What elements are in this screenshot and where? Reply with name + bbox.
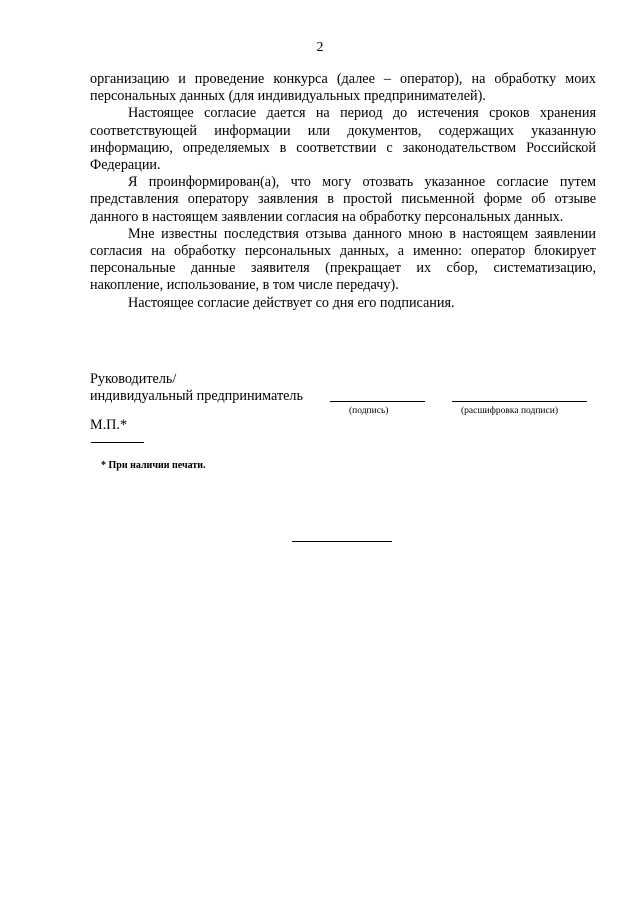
paragraph-validity: Настоящее согласие действует со дня его подписания.	[128, 294, 455, 311]
stamp-label: М.П.*	[90, 417, 128, 433]
signatory-role	[90, 371, 303, 405]
paragraph-consent-period: Настоящее согласие дается на период до истечения сроков хранения соответствующей информации или документов, содержащих указанную информацию, определяемых в соответствии с законодательством Российской Федерации.	[90, 105, 596, 174]
role-line-entrepreneur: индивидуальный предприниматель	[90, 388, 303, 404]
paragraph-continuation: организацию и проведение конкурса (далее – оператор), на обработку моих персональных данных (для индивидуальных предпринимателей).	[90, 71, 596, 105]
role-line-head: Руководитель/	[90, 371, 177, 387]
page-number: 2	[316, 40, 324, 55]
stamp-underline	[91, 442, 144, 443]
signature-line	[330, 401, 425, 402]
signature-caption: (подпись)	[349, 406, 389, 416]
paragraph-withdrawal-consequences: Мне известны последствия отзыва данного мною в настоящем заявлении согласия на обработку персональных данных, а именно: оператор блокирует персональные данные заявителя (прекращает их сбор, систематизацию, накопление, использование, в том числе передачу).	[90, 225, 596, 294]
decryption-caption: (расшифровка подписи)	[461, 406, 558, 416]
decryption-line	[452, 401, 587, 402]
footnote: * При наличии печати.	[101, 460, 206, 471]
consent-text	[90, 71, 596, 312]
end-of-document-line	[292, 541, 392, 542]
paragraph-withdrawal-right: Я проинформирован(а), что могу отозвать указанное согласие путем представления оператору заявления в простой письменной форме об отзыве данного в настоящем заявлении согласия на обработку персональных данных.	[90, 174, 596, 225]
